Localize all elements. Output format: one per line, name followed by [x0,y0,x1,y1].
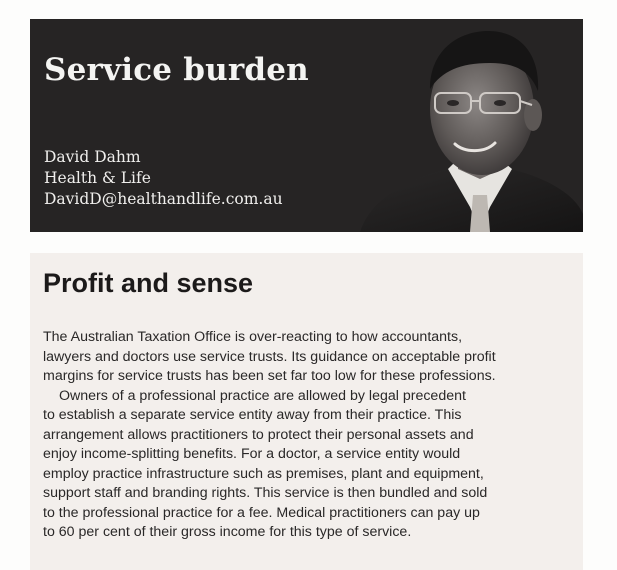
body-line: The Australian Taxation Office is over-reacting to how accountants, [43,329,463,345]
body-line: employ practice infrastructure such as premises, plant and equipment, [43,465,484,482]
body-line: lawyers and doctors use service trusts. Its guidance on acceptable profit [43,348,496,365]
body-line: enjoy income-splitting benefits. For a doctor, a service entity would [43,446,461,462]
body-line: arrangement allows practitioners to protect their personal assets and [43,426,474,443]
article-body [43,328,578,543]
body-line: margins for service trusts has been set far too low for these professions. [43,368,496,384]
body-line: Owners of a professional practice are allowed by legal precedent [59,387,466,404]
body-line: to the professional practice for a fee. Medical practitioners can pay up [43,504,480,521]
body-line: support staff and branding rights. This service is then bundled and sold [43,485,488,501]
author-portrait [330,19,583,232]
publication-name: Health & Life [44,169,151,187]
article [30,253,583,570]
author-byline [44,147,283,210]
column-header-banner [30,19,583,232]
body-line: to establish a separate service entity away from their practice. This [43,407,462,423]
column-title: Service burden [44,52,309,88]
body-line: to 60 per cent of their gross income for this type of service. [43,524,412,540]
article-headline: Profit and sense [43,268,254,298]
author-email: DavidD@healthandlife.com.au [44,190,283,208]
author-name: David Dahm [44,148,141,166]
